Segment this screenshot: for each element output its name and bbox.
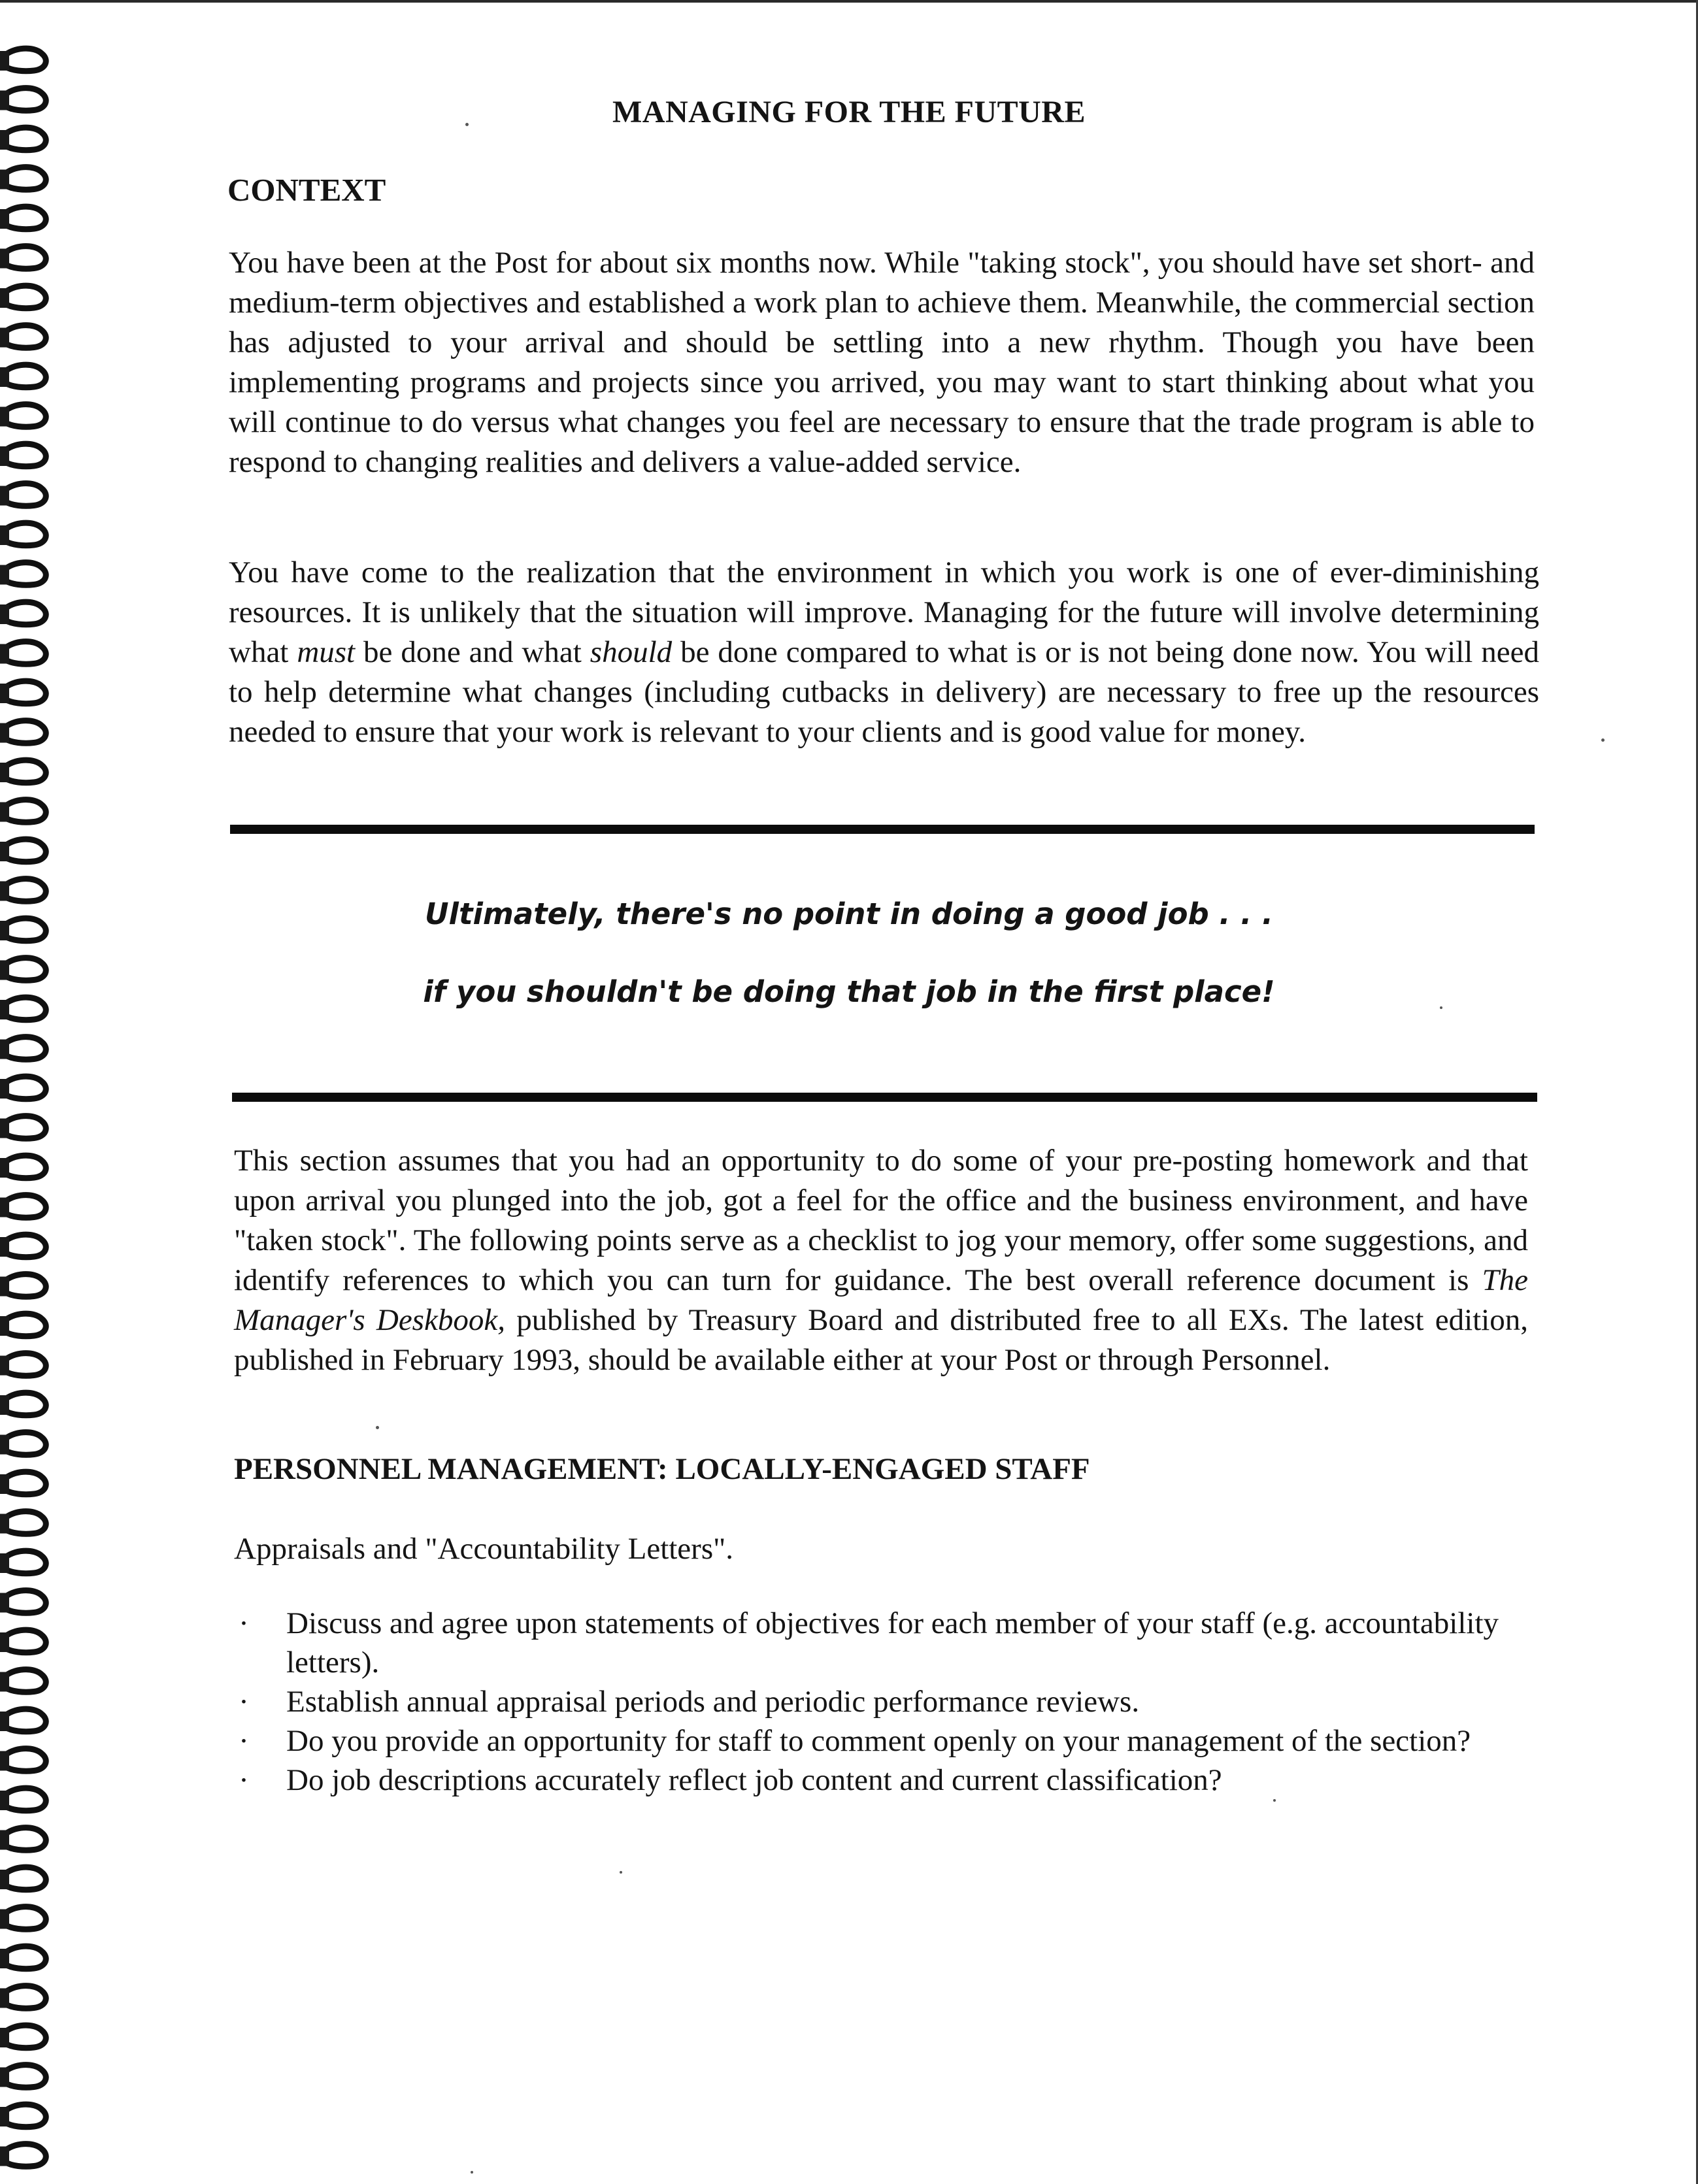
- scan-speck: [376, 1426, 379, 1429]
- binding-loop: [0, 1155, 46, 1178]
- context-p2-text-1: You have come to the realization that the environment in which you work is one of ever-diminishing resources. It is unlikely that the situation will improve. Managing for the future will involve determining what: [229, 555, 1539, 669]
- page-top-edge: [0, 0, 1698, 3]
- bullet-dot: ·: [239, 1763, 249, 1797]
- binding-loop: [0, 48, 46, 71]
- binding-loop: [0, 760, 46, 783]
- binding-loop: [0, 642, 46, 665]
- binding-loop: [0, 2065, 46, 2088]
- pull-quote-line-2: if you shouldn't be doing that job in the first place!: [423, 974, 1275, 1009]
- list-item-text: Establish annual appraisal periods and periodic performance reviews.: [286, 1685, 1140, 1719]
- scan-speck: [1601, 738, 1605, 742]
- binding-loop: [0, 1788, 46, 1811]
- binding-loop: [0, 1907, 46, 1930]
- binding-loop: [0, 1946, 46, 1969]
- binding-loop: [0, 800, 46, 823]
- binding-loop: [0, 563, 46, 586]
- binding-loop: [0, 1234, 46, 1257]
- binding-loop: [0, 484, 46, 506]
- page-title: MANAGING FOR THE FUTURE: [612, 95, 1086, 129]
- list-item: [234, 1761, 1522, 1800]
- list-item: [234, 1721, 1522, 1761]
- emphasis-must: must: [297, 635, 356, 669]
- binding-loop: [0, 444, 46, 467]
- binding-loop: [0, 365, 46, 388]
- divider-rule-top: [230, 825, 1535, 834]
- binding-loop: [0, 1393, 46, 1415]
- binding-loop: [0, 681, 46, 704]
- section-intro-paragraph: [234, 1141, 1528, 1380]
- binding-loop: [0, 286, 46, 308]
- bullet-dot: ·: [239, 1606, 249, 1640]
- binding-loop: [0, 2104, 46, 2127]
- scan-speck: [465, 123, 469, 126]
- context-paragraph-1: You have been at the Post for about six months now. While "taking stock", you should have set short- and medium-term objectives and established a work plan to achieve them. Meanwhile, the commercial section has adjusted to your arrival and should be settling into a new rhythm. Though you have been implementing programs and projects since you arrived, you may want to start thinking about what you will continue to do versus what changes you feel are necessary to ensure that the trade program is able to respond to changing realities and delivers a value-added service.: [229, 246, 1535, 479]
- emphasis-should: should: [590, 635, 673, 669]
- divider-rule-bottom: [232, 1093, 1537, 1102]
- binding-loop: [0, 1116, 46, 1139]
- checklist: [234, 1604, 1522, 1800]
- binding-loop: [0, 1512, 46, 1534]
- scan-speck: [620, 1871, 622, 1874]
- book-title: The Manager's Deskbook,: [234, 1263, 1528, 1337]
- binding-loop: [0, 1828, 46, 1851]
- binding-loop: [0, 246, 46, 269]
- list-item-text: Discuss and agree upon statements of objectives for each member of your staff (e.g. accountability letters).: [286, 1606, 1499, 1679]
- spiral-binding: [0, 39, 59, 2184]
- binding-loop: [0, 1353, 46, 1376]
- binding-loop: [0, 1195, 46, 1218]
- context-p2-text-2: be done and what: [355, 635, 590, 669]
- binding-loop: [0, 1709, 46, 1732]
- section-intro-text-2: published by Treasury Board and distributed free to all EXs. The latest edition, published in February 1993, should be available either at your Post or through Personnel.: [234, 1303, 1528, 1377]
- binding-loop: [0, 721, 46, 744]
- section-intro-text-1: This section assumes that you had an opportunity to do some of your pre-posting homework and that upon arrival you plunged into the job, got a feel for the office and the business environment, and have "taken stock". The following points serve as a checklist to jog your memory, offer some suggestions, and identify references to which you can turn for guidance. The best overall reference document is: [234, 1144, 1528, 1297]
- binding-loop: [0, 1630, 46, 1653]
- scan-speck: [1273, 1799, 1276, 1802]
- pull-quote-line-1: Ultimately, there's no point in doing a good job . . .: [425, 897, 1273, 931]
- binding-loop: [0, 1314, 46, 1336]
- binding-loop: [0, 1432, 46, 1455]
- binding-loop: [0, 602, 46, 625]
- binding-loop: [0, 167, 46, 190]
- binding-loop: [0, 839, 46, 862]
- context-p2-text-3: be done compared to what is or is not being done now. You will need to help determine what changes (including cutbacks in delivery) are necessary to free up the resources needed to ensure that your work is relevant to your clients and is good value for money.: [229, 635, 1539, 749]
- bullet-dot: ·: [239, 1724, 249, 1758]
- binding-loop: [0, 405, 46, 427]
- scan-speck: [1440, 1006, 1442, 1009]
- binding-loop: [0, 1472, 46, 1495]
- binding-loop: [0, 1591, 46, 1613]
- binding-loop: [0, 2025, 46, 2048]
- binding-loop: [0, 1867, 46, 1890]
- binding-loop: [0, 1274, 46, 1297]
- binding-loop: [0, 325, 46, 348]
- binding-loop: [0, 1749, 46, 1772]
- list-item-text: Do job descriptions accurately reflect job content and current classification?: [286, 1763, 1222, 1797]
- context-heading: CONTEXT: [227, 172, 386, 208]
- appraisals-subheading: Appraisals and "Accountability Letters".: [234, 1532, 734, 1566]
- personnel-management-heading: PERSONNEL MANAGEMENT: LOCALLY-ENGAGED STAFF: [234, 1452, 1090, 1486]
- binding-loop: [0, 2144, 46, 2167]
- bullet-dot: ·: [239, 1685, 249, 1719]
- scan-speck: [471, 2171, 473, 2174]
- list-item: [234, 1682, 1522, 1721]
- binding-loop: [0, 523, 46, 546]
- context-paragraph-2: [229, 553, 1539, 752]
- binding-loop: [0, 207, 46, 229]
- binding-loop: [0, 1037, 46, 1060]
- list-item: [234, 1604, 1522, 1682]
- list-item-text: Do you provide an opportunity for staff to comment openly on your management of the section?: [286, 1724, 1471, 1758]
- binding-loop: [0, 1670, 46, 1693]
- binding-loop: [0, 127, 46, 150]
- binding-loop: [0, 1551, 46, 1574]
- binding-loop: [0, 1076, 46, 1099]
- binding-loop: [0, 1986, 46, 2009]
